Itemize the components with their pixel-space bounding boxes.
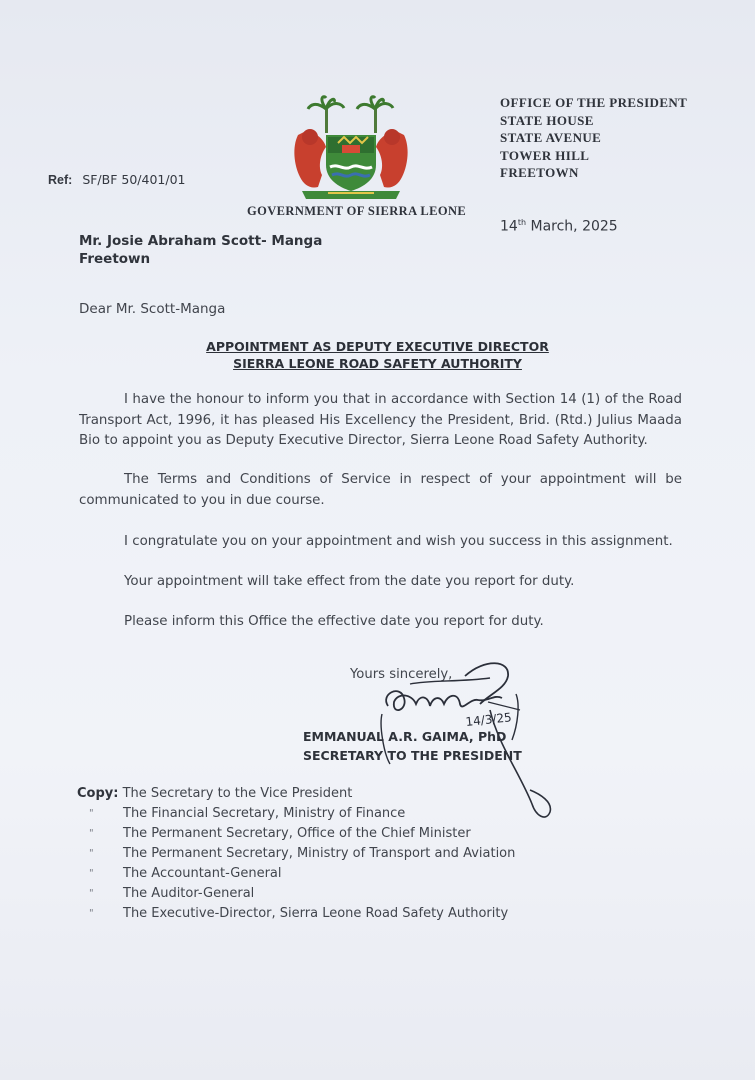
body-paragraph: Your appointment will take effect from the date you report for duty.: [124, 574, 575, 589]
subject-heading: [0, 338, 755, 372]
body-paragraph: [79, 390, 682, 452]
salutation: Dear Mr. Scott-Manga: [79, 301, 226, 317]
reference-number: [48, 172, 185, 187]
palm-tree-icon: [357, 97, 393, 133]
ditto-mark: ": [89, 848, 94, 859]
date-day: 14: [500, 218, 518, 235]
letter-date: [500, 218, 618, 235]
copy-recipient: The Accountant-General: [123, 866, 282, 881]
closing: Yours sincerely,: [350, 667, 453, 682]
signer-block: [303, 727, 522, 765]
paragraph-text: I have the honour to inform you that in accordance with Section 14 (1) of the Road Transport Act, 1996, it has pleased His Excellency the President, Brid. (Rtd.) Julius Maada Bio to appoint you as Deputy Executive Director, Sierra Leone Road Safety Authority.: [79, 392, 682, 448]
copy-label: Copy:: [77, 786, 119, 801]
address-line: OFFICE OF THE PRESIDENT: [500, 95, 688, 110]
copy-recipient: The Permanent Secretary, Office of the Chief Minister: [123, 826, 471, 841]
coat-of-arms-emblem: [288, 95, 414, 201]
ditto-mark: ": [89, 828, 94, 839]
recipient-name: Mr. Josie Abraham Scott- Manga: [79, 233, 323, 249]
date-rest: March, 2025: [526, 218, 618, 235]
signer-name: EMMANUAL A.R. GAIMA, PhD: [303, 729, 507, 744]
government-name: GOVERNMENT OF SIERRA LEONE: [247, 204, 467, 218]
copy-recipient: The Secretary to the Vice President: [122, 786, 353, 801]
copy-recipient: The Financial Secretary, Ministry of Finance: [123, 806, 406, 821]
address-line: STATE HOUSE: [500, 112, 594, 128]
ditto-mark: ": [89, 908, 94, 919]
ditto-mark: ": [89, 868, 94, 879]
address-line: STATE AVENUE: [500, 130, 602, 145]
paragraph-text: The Terms and Conditions of Service in respect of your appointment will be communicated to you in due course.: [79, 472, 682, 508]
copy-recipient: The Executive-Director, Sierra Leone Road Safety Authority: [123, 906, 509, 921]
body-paragraph: [79, 470, 682, 511]
copy-recipient: The Permanent Secretary, Ministry of Transport and Aviation: [123, 846, 516, 861]
signer-title: SECRETARY TO THE PRESIDENT: [303, 748, 522, 763]
palm-tree-icon: [308, 97, 344, 133]
ditto-mark: ": [89, 888, 94, 899]
sender-address: [500, 94, 687, 182]
body-paragraph: Please inform this Office the effective date you report for duty.: [124, 614, 544, 629]
address-line: FREETOWN: [500, 165, 579, 180]
ref-label: Ref:: [48, 173, 73, 187]
subject-line: SIERRA LEONE ROAD SAFETY AUTHORITY: [233, 356, 522, 371]
ditto-mark: ": [89, 808, 94, 819]
signature-date-text: 14/3/25: [464, 710, 513, 729]
recipient-block: [79, 232, 322, 268]
ref-value: SF/BF 50/401/01: [82, 172, 186, 187]
address-line: TOWER HILL: [500, 147, 590, 163]
body-paragraph: I congratulate you on your appointment and wish you success in this assignment.: [124, 534, 673, 549]
subject-line: APPOINTMENT AS DEPUTY EXECUTIVE DIRECTOR: [206, 339, 549, 354]
date-suffix: th: [517, 218, 527, 227]
recipient-city: Freetown: [79, 251, 151, 267]
copy-recipient: The Auditor-General: [123, 886, 255, 901]
